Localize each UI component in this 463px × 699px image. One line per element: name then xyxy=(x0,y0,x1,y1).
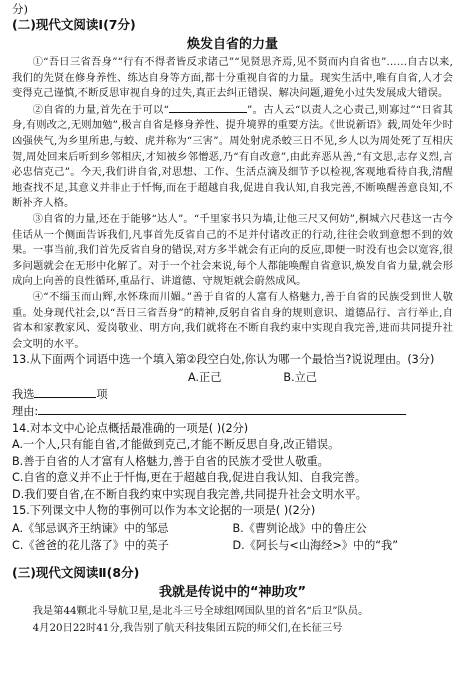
question-13-option-a[interactable]: A.正己 xyxy=(188,370,222,384)
choice-prefix: 我选 xyxy=(12,387,35,401)
previous-page-fragment: 分) xyxy=(12,2,28,16)
question-14-option-c[interactable]: C.自省的意义并不止于忏悔,更在于超越自我,促进自我认知、自我完善。 xyxy=(12,471,367,485)
question-13-option-b[interactable]: B.立己 xyxy=(283,370,317,384)
paragraph-2-rest: ”。古人云“以责人之心责己,则寡过”“日省其身,有则改之,无则加勉”,极言自省是修身养性、提升境界的重要方法。《世说新语》载,周处年少时凶强侠气,为乡里所患,与蛟、虎并称为“三害”。周处射虎杀蛟三日不见,乡人以为周处死了互相庆贺,周处回来后听到乡邻相庆,才知被乡邻憎恶,乃“有自改意”,由此弃恶从善,“有文思,志存义烈,言必忠信克己”。今天,我们讲自省,对思想、工作、生活点滴及细节予以检视,客观地看待自我,清醒地查找不足,其意义并非止于忏悔,而在于超越自我,促进自我认知,自我完善,不断唤醒善意良知,不断补齐人格。 xyxy=(12,103,454,210)
question-13-options xyxy=(52,369,453,386)
question-15-options-row-2 xyxy=(12,537,453,554)
section-2-title: (二)现代文阅读Ⅰ(7分) xyxy=(12,17,136,32)
paragraph-2-start: ②自省的力量,首先在于可以“ xyxy=(32,103,169,116)
article-2-paragraph-1: 我是第44颗北斗导航卫星,是北斗三号全球组网国队里的首名“后卫”队员。 xyxy=(32,604,369,617)
question-14-option-b[interactable]: B.善于自省的人才富有人格魅力,善于自省的民族才受世人敬重。 xyxy=(12,454,329,468)
paragraph-3: ③自省的力量,还在于能够“达人”。“千里家书只为墙,让他三尺又何妨”,桐城六尺巷这一古今佳话从一个侧面告诉我们,凡事首先反省自己的不足并付诸改正的行动,往往会收到意想不到的效果。一事当前,我们首先反省自身的错误,对方多半就会有正向的反应,即便一时没有也会以宽容,很多问题就会在无形中化解了。对于一个社会来说,每个人都能唤醒自省意识,焕发自省力量,就会形成向上向善的良性循环,重品行、讲道德、守规矩就会蔚然成风。 xyxy=(12,212,453,288)
question-15-stem: 15.下列课文中人物的事例可以作为本文论据的一项是( )(2分) xyxy=(12,504,316,518)
spacer xyxy=(12,554,453,564)
article-1-title: 焕发自省的力量 xyxy=(186,37,278,52)
question-15-option-d[interactable]: D.《阿长与<山海经>》中的“我” xyxy=(232,538,399,552)
paragraph-1: ①“吾日三省吾身”“行有不得者皆反求诸己”“见贤思齐焉,见不贤而内自省也”……自古以来,我们的先贤在修身养性、练达自身等方面,都十分重视自省的力量。现实生活中,唯有自省,人才会变得克己谨慎,不断反思审视自身的过失,真正去纠正错误、解决问题,避免小过失发展成大错误。 xyxy=(12,56,453,100)
paragraph-2-blank xyxy=(169,102,247,113)
paragraph-2 xyxy=(12,102,453,212)
question-15-option-b[interactable]: B.《曹刿论战》中的鲁庄公 xyxy=(232,521,367,535)
choice-suffix: 项 xyxy=(96,387,108,401)
question-13-stem: 13.从下面两个词语中选一个填入第②段空白处,你认为哪一个最恰当?说说理由。(3分) xyxy=(12,353,435,367)
question-15-option-a[interactable]: A.《邹忌讽齐王纳谏》中的邹忌 xyxy=(12,521,169,535)
article-2-title: 我就是传说中的“神助攻” xyxy=(158,584,307,600)
paragraph-4: ④“不缁玉而山辉,水怀珠而川媚。”善于自省的人富有人格魅力,善于自省的民族受到世人敬重。处身现代社会,以“吾日三省吾身”的精神,反躬自省自身的规则意识、道德品行、言行举止,自省本和家教家风、爱岗敬业、明方向,我们就将在不断自我约束中实现自我完善,进而共同提升社会文明的水平。 xyxy=(12,290,453,350)
section-3-title: (三)现代文阅读Ⅱ(8分) xyxy=(12,564,140,580)
question-13-choice-line xyxy=(12,386,453,404)
question-14-option-d[interactable]: D.我们要自省,在不断自我约束中实现自我完善,共同提升社会文明水平。 xyxy=(12,487,367,501)
question-15-options-row-1 xyxy=(12,520,453,537)
reason-label: 理由: xyxy=(12,405,39,419)
article-2-paragraph-2: 4月20日22时41分,我告别了航天科技集团五院的师父们,在长征三号 xyxy=(32,621,343,634)
question-13-reason-line xyxy=(12,403,453,421)
reason-blank[interactable] xyxy=(38,403,406,415)
question-14-stem: 14.对本文中心论点概括最准确的一项是( )(2分) xyxy=(12,421,249,435)
choice-blank[interactable] xyxy=(34,386,96,398)
question-14-option-a[interactable]: A.一个人,只有能自省,才能做到克己,才能不断反思自身,改正错误。 xyxy=(12,438,340,452)
question-15-option-c[interactable]: C.《爸爸的花儿落了》中的英子 xyxy=(12,538,169,552)
